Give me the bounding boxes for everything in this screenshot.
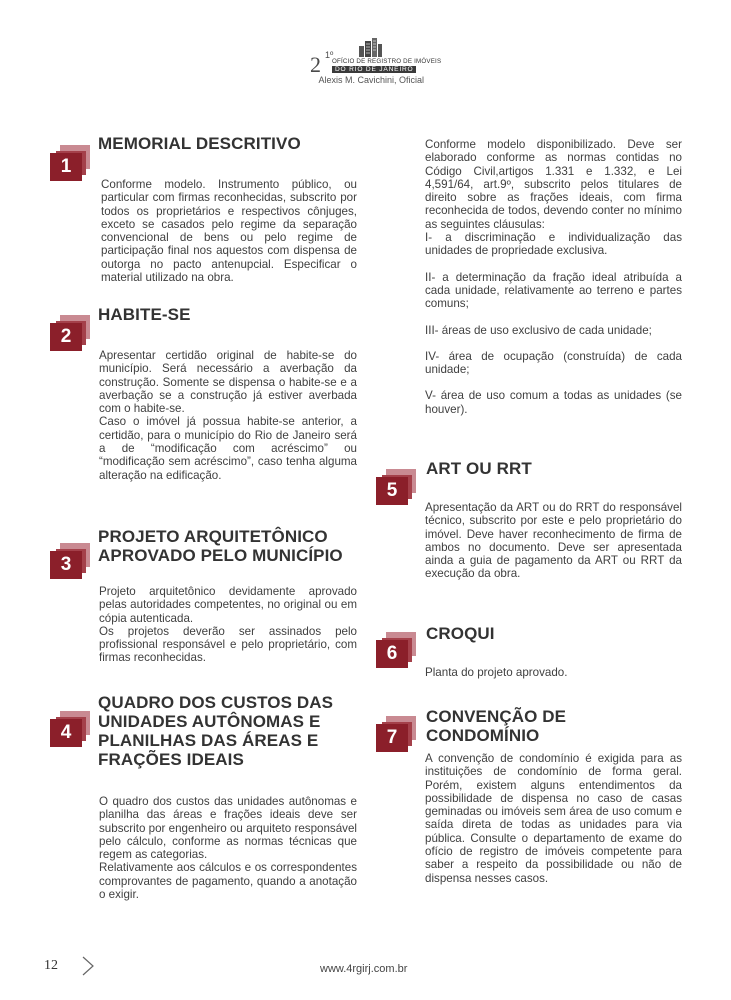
title-line: CONVENÇÃO DE: [426, 707, 567, 726]
logo-ordinal: 1º: [325, 50, 334, 60]
section-body-habite-se: [99, 349, 357, 482]
section-badge-5: [376, 469, 416, 505]
website-link[interactable]: www.4rgirj.com.br: [320, 963, 408, 975]
title-line: UNIDADES AUTÔNOMAS E: [98, 712, 321, 731]
section-badge-6: [376, 632, 416, 668]
section-title-art: ART OU RRT: [426, 459, 532, 478]
section-title-projeto: [98, 527, 343, 565]
paragraph: Apresentar certidão original de habite-se do município. Será necessário a averbação da construção. Somente se dispensa o habite-se e a averbação se a construção já estiver averbada com o habite-se.: [99, 349, 357, 416]
section-body-memorial: [101, 178, 357, 284]
logo-number: 2: [310, 52, 321, 77]
section-number: 4: [60, 722, 72, 743]
section-body-convencao: [425, 752, 682, 885]
section-badge-2: [50, 315, 90, 351]
section-badge-4: [50, 711, 90, 747]
paragraph: Projeto arquitetônico devidamente aprovado pelas autoridades competentes, no original ou em cópia autenticada.: [99, 585, 357, 625]
paragraph: II- a determinação da fração ideal atribuída a cada unidade, relativamente ao terreno e partes comuns;: [425, 270, 682, 311]
paragraph: Caso o imóvel já possua habite-se anterior, a certidão, para o município do Rio de Janeiro será a de “modificação com acréscimo” ou “modificação sem acréscimo”, caso tenha alguma alteração na edificação.: [99, 415, 357, 482]
title-line: CONDOMÍNIO: [426, 726, 540, 745]
section-number: 7: [386, 727, 398, 748]
paragraph: III- áreas de uso exclusivo de cada unidade;: [425, 323, 652, 337]
title-line: QUADRO DOS CUSTOS DAS: [98, 693, 334, 712]
section-title-habite-se: HABITE-SE: [98, 305, 191, 324]
paragraph: Apresentação da ART ou do RRT do responsável técnico, subscrito por este e pelo proprietário do imóvel. Deve haver reconhecimento de firma de ambos no documento. Deve ser apresentada ainda a guia de pagamento da ART ou RRT da execução da obra.: [425, 501, 682, 581]
title-line: PLANILHAS DAS ÁREAS E: [98, 731, 319, 750]
section-badge-1: [50, 145, 90, 181]
section-number: 1: [60, 156, 72, 177]
section-number: 2: [60, 326, 72, 347]
section-badge-3: [50, 543, 90, 579]
paragraph: Conforme modelo disponibilizado. Deve ser elaborado conforme as normas contidas no Código Civil,artigos 1.331 e 1.332, e Lei 4,591/64, art.9º, subscrito pelos titulares de direito sobre as frações ideais, com firma reconhecida de todos, devendo conter no mínimo as seguintes cláusulas:: [425, 138, 682, 231]
section-number: 6: [386, 643, 398, 664]
section-title-convencao: [426, 707, 566, 745]
paragraph: Os projetos deverão ser assinados pelo profissional responsável e pelo proprietário, com firmas reconhecidas.: [99, 624, 357, 665]
section-body-projeto: [99, 585, 357, 665]
paragraph: I- a discriminação e individualização das unidades de propriedade exclusiva.: [425, 231, 682, 258]
section-body-croqui: [425, 666, 682, 679]
convention-model-text: [425, 138, 682, 416]
paragraph: Conforme modelo. Instrumento público, ou particular com firmas reconhecidas, subscrito por todos os proprietários e respectivos cônjuges, exceto se casados pelo regime da separação convencional de bens ou pelo regime de participação final nos aquestos com dispensa de outorga no pacto antenupcial. Especificar o material utilizado na obra.: [101, 178, 357, 285]
chevron-right-icon: [80, 955, 96, 977]
section-badge-7: [376, 716, 416, 752]
section-title-croqui: CROQUI: [426, 624, 495, 643]
page-number: 12: [44, 958, 58, 973]
buildings-icon: [358, 38, 382, 57]
title-line: APROVADO PELO MUNICÍPIO: [98, 546, 343, 565]
paragraph: Relativamente aos cálculos e os correspondentes comprovantes de pagamento, quando a anotação o exigir.: [99, 861, 357, 902]
logo-text-line1: OFÍCIO DE REGISTRO DE IMÓVEIS: [332, 58, 442, 65]
paragraph: Planta do projeto aprovado.: [425, 666, 568, 679]
title-line: FRAÇÕES IDEAIS: [98, 750, 244, 769]
title-line: PROJETO ARQUITETÔNICO: [98, 527, 328, 546]
section-title-memorial: MEMORIAL DESCRITIVO: [98, 134, 301, 153]
paragraph: A convenção de condomínio é exigida para as instituições de condomínio de forma geral. Porém, existem alguns entendimentos da possibilidade de dispensa no caso de casas geminadas ou imóveis sem área de uso comum e saída direta de todas as unidades para via pública. Consulte o departamento de exame do ofício de registro de imóveis competente para saber a respeito da possibilidade ou não de dispensa nesses casos.: [425, 752, 682, 885]
section-number: 3: [60, 554, 72, 575]
section-number: 5: [386, 480, 398, 501]
section-title-quadro: [98, 693, 333, 769]
section-body-quadro: [99, 795, 357, 901]
officer-name: Alexis M. Cavichini, Oficial: [318, 75, 424, 85]
logo-text-line2: DO RIO DE JANEIRO: [332, 66, 416, 73]
paragraph: O quadro dos custos das unidades autônomas e planilha das áreas e frações ideais deve ser subscrito por engenheiro ou arquiteto responsável pelo cálculo, conforme as normas técnicas que regem as categorias.: [99, 795, 357, 862]
paragraph: IV- área de ocupação (construída) de cada unidade;: [425, 349, 682, 377]
section-body-art: [425, 501, 682, 581]
paragraph: V- área de uso comum a todas as unidades (se houver).: [425, 389, 682, 416]
